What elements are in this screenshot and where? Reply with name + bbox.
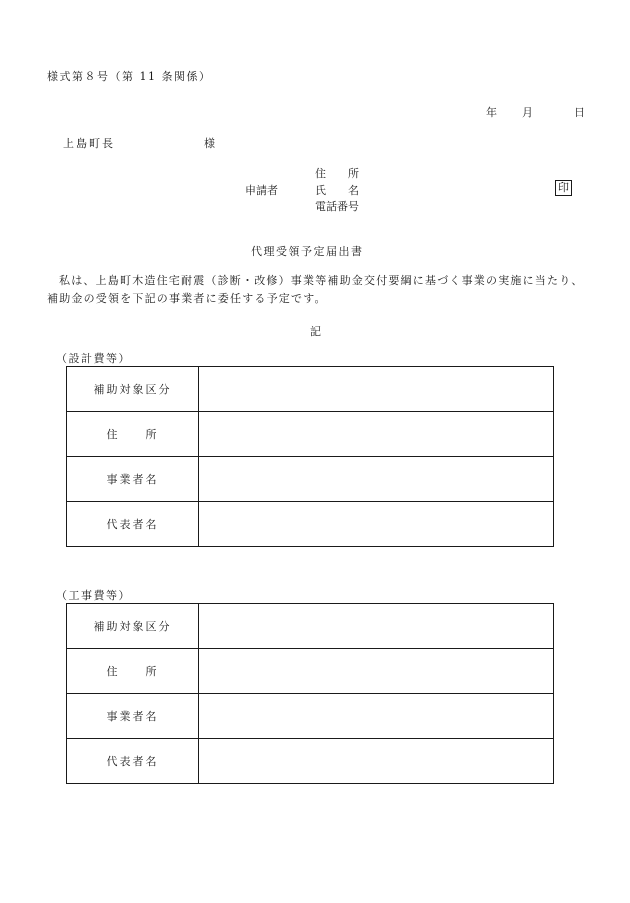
date-line bbox=[486, 104, 585, 120]
design-cost-table bbox=[66, 366, 554, 547]
applicant-phone-label: 電話番号 bbox=[315, 200, 359, 213]
category-value-cell[interactable] bbox=[199, 367, 554, 412]
construction-cost-table bbox=[66, 603, 554, 784]
applicant-block bbox=[245, 166, 359, 216]
row-label: 補助対象区分 bbox=[67, 367, 199, 412]
date-day-label: 日 bbox=[574, 106, 585, 119]
business-name-value-cell[interactable] bbox=[199, 694, 554, 739]
row-label: 住 所 bbox=[67, 649, 199, 694]
table-row bbox=[67, 412, 554, 457]
row-label: 代表者名 bbox=[67, 739, 199, 784]
section-label-construction: （工事費等） bbox=[56, 589, 131, 602]
document-title: 代理受領予定届出書 bbox=[251, 245, 364, 258]
section-label-design: （設計費等） bbox=[56, 352, 131, 365]
applicant-label: 申請者 bbox=[245, 183, 278, 197]
table-row bbox=[67, 649, 554, 694]
addressee-honorific: 様 bbox=[204, 137, 215, 150]
seal-mark: 印 bbox=[555, 180, 572, 196]
applicant-address-label: 住 所 bbox=[315, 167, 359, 180]
body-paragraph: 私は、上島町木造住宅耐震（診断・改修）事業等補助金交付要綱に基づく事業の実施に当たり、補助金の受領を下記の事業者に委任する予定です。 bbox=[47, 274, 584, 305]
representative-value-cell[interactable] bbox=[199, 739, 554, 784]
table-row bbox=[67, 694, 554, 739]
table-row bbox=[67, 739, 554, 784]
addressee-name: 上島町長 bbox=[63, 137, 115, 150]
table-row bbox=[67, 367, 554, 412]
address-value-cell[interactable] bbox=[199, 412, 554, 457]
table-row bbox=[67, 457, 554, 502]
date-year-label: 年 bbox=[486, 106, 497, 119]
form-number: 様式第８号（第 11 条関係） bbox=[47, 70, 212, 83]
date-month-label: 月 bbox=[522, 106, 533, 119]
row-label: 事業者名 bbox=[67, 694, 199, 739]
row-label: 事業者名 bbox=[67, 457, 199, 502]
row-label: 補助対象区分 bbox=[67, 604, 199, 649]
business-name-value-cell[interactable] bbox=[199, 457, 554, 502]
row-label: 住 所 bbox=[67, 412, 199, 457]
address-value-cell[interactable] bbox=[199, 649, 554, 694]
addressee-line bbox=[63, 135, 215, 151]
applicant-name-label: 氏 名 bbox=[315, 183, 359, 197]
row-label: 代表者名 bbox=[67, 502, 199, 547]
table-row bbox=[67, 604, 554, 649]
table-row bbox=[67, 502, 554, 547]
representative-value-cell[interactable] bbox=[199, 502, 554, 547]
category-value-cell[interactable] bbox=[199, 604, 554, 649]
ki-heading: 記 bbox=[310, 325, 321, 338]
